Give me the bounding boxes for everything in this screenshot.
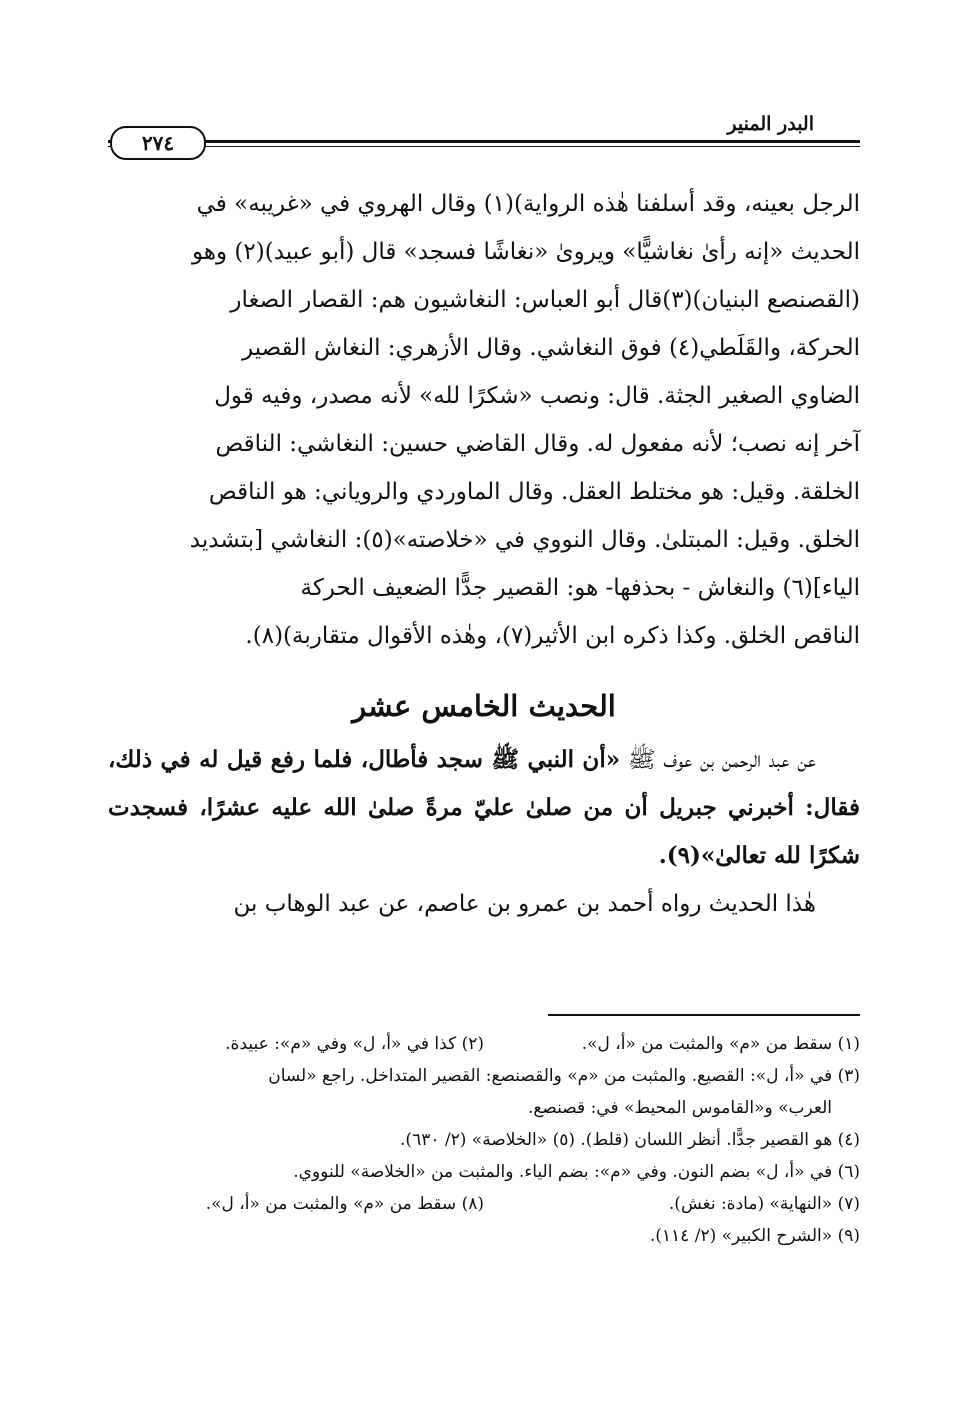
body-line: الناقص الخلق. وكذا ذكره ابن الأثير(٧)، وهٰذه الأقوال متقاربة)(٨). xyxy=(245,623,860,649)
running-title: البدر المنير xyxy=(727,113,814,135)
footnote-4-5: (٤) هو القصير جدًّا. أنظر اللسان (قلط). (٥) «الخلاصة» (٢/ ٦٣٠). xyxy=(400,1130,860,1150)
body-line: (القصنصع البنيان)(٣)قال أبو العباس: النغاشيون هم: القصار الصغار xyxy=(230,287,860,313)
footnote-row xyxy=(108,1028,860,1060)
body-line: الضاوي الصغير الجثة. قال: ونصب «شكرًا لله» لأنه مصدر، وفيه قول xyxy=(214,383,860,409)
body-line: الحركة، والقَلَطي(٤) فوق النغاشي. وقال الأزهري: النغاش القصير xyxy=(242,335,860,361)
footnote-6: (٦) في «أ، ل» بضم النون. وفي «م»: بضم الياء. والمثبت من «الخلاصة» للنووي. xyxy=(293,1162,860,1182)
body-line: الخلق. وقيل: المبتلىٰ. وقال النووي في «خلاصته»(٥): النغاشي [بتشديد xyxy=(189,527,860,553)
hadith-text: «أن النبي ﷺ سجد فأطال، فلما رفع قيل له في ذلك، فقال: أخبرني جبريل أن من صلىٰ عليّ مرةً صلىٰ الله عليه عشرًا، فسجدت شكرًا لله تعالىٰ»(٩). xyxy=(108,746,860,869)
footnotes xyxy=(108,1028,860,1252)
body-line: الرجل بعينه، وقد أسلفنا هٰذه الرواية)(١) وقال الهروي في «غريبه» في xyxy=(196,191,860,217)
footnote-3: (٣) في «أ، ل»: القصيع. والمثبت من «م» والقصنصع: القصير المتداخل. راجع «لسان xyxy=(268,1066,860,1086)
page-number: ٢٧٤ xyxy=(110,126,206,160)
header-rule-thick xyxy=(108,140,860,143)
footnote-8: (٨) سقط من «م» والمثبت من «أ، ل». xyxy=(205,1194,484,1214)
footnote-1: (١) سقط من «م» والمثبت من «أ، ل». xyxy=(581,1034,860,1054)
body-line: الخلقة. وقيل: هو مختلط العقل. وقال الماوردي والروياني: هو الناقص xyxy=(208,479,860,505)
body-line: آخر إنه نصب؛ لأنه مفعول له. وقال القاضي حسين: النغاشي: الناقص xyxy=(215,431,860,457)
footnote-2: (٢) كذا في «أ، ل» وفي «م»: عبيدة. xyxy=(225,1034,484,1054)
footnote-row xyxy=(108,1188,860,1220)
body-line: الحديث «إنه رأىٰ نغاشيًّا» ويروىٰ «نغاشًا فسجد» قال (أبو عبيد)(٢) وهو xyxy=(191,239,860,265)
closing-line: هٰذا الحديث رواه أحمد بن عمرو بن عاصم، عن عبد الوهاب بن xyxy=(233,891,816,917)
footnote-separator xyxy=(548,1014,860,1016)
hadith-intro: عن عبد الرحمن بن عوف ﷺ xyxy=(620,747,816,773)
footnote-3-continued: العرب» و«القاموس المحيط» في: قصنصع. xyxy=(527,1098,832,1118)
body-line: الياء](٦) والنغاش - بحذفها- هو: القصير جدًّا الضعيف الحركة xyxy=(300,575,860,601)
page-header xyxy=(108,112,860,156)
section-heading: الحديث الخامس عشر xyxy=(352,689,616,723)
header-rule-thin xyxy=(108,146,860,147)
hadith-paragraph xyxy=(108,736,860,880)
main-text xyxy=(108,180,860,928)
footnote-9: (٩) «الشرح الكبير» (٢/ ١١٤). xyxy=(649,1226,860,1246)
footnote-7: (٧) «النهاية» (مادة: نغش). xyxy=(668,1194,860,1214)
